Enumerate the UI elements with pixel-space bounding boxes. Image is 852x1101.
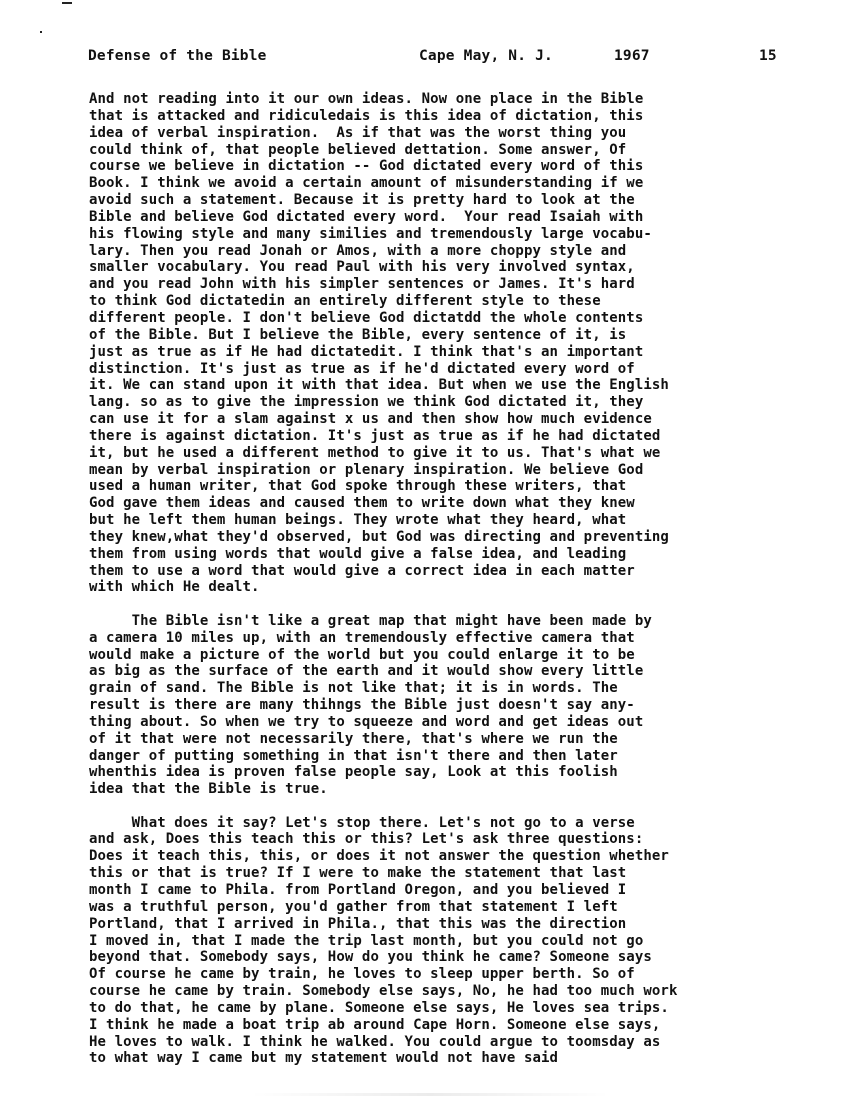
text-line: this or that is true? If I were to make the statement that last — [89, 865, 627, 882]
text-line: to do that, he came by plane. Someone else says, He loves sea trips. — [89, 999, 669, 1016]
text-line: to think God dictatedin an entirely different style to these — [89, 293, 601, 310]
text-line: but he left them human beings. They wrote what they heard, what — [89, 512, 627, 529]
text-line: his flowing style and many similies and tremendously large vocabu- — [89, 225, 652, 242]
text-line: lary. Then you read Jonah or Amos, with a more choppy style and — [89, 242, 627, 259]
text-line: of the Bible. But I believe the Bible, every sentence of it, is — [89, 326, 627, 343]
text-line: And not reading into it our own ideas. Now one place in the Bible — [89, 91, 644, 107]
text-line: Book. I think we avoid a certain amount of misunderstanding if we — [89, 175, 644, 192]
text-line: Does it teach this, this, or does it not answer the question whether — [89, 848, 669, 865]
text-line: them from using words that would give a false idea, and leading — [89, 545, 627, 562]
body-text — [89, 91, 809, 1067]
text-line: there is against dictation. It's just as true as if he had dictated — [89, 427, 661, 444]
text-line: He loves to walk. I think he walked. You could argue to toomsday as — [89, 1033, 661, 1050]
header-place: Cape May, N. J. — [419, 48, 553, 64]
text-line: grain of sand. The Bible is not like that; it is in words. The — [89, 680, 618, 697]
header-title: Defense of the Bible — [88, 48, 267, 64]
text-line: smaller vocabulary. You read Paul with his very involved syntax, — [89, 259, 635, 276]
text-line: and ask, Does this teach this or this? Let's ask three questions: — [89, 831, 644, 848]
text-line: course we believe in dictation -- God dictated every word of this — [89, 158, 644, 175]
text-line: to what way I came but my statement would not have said — [89, 1050, 559, 1067]
scan-speck — [40, 31, 42, 33]
text-line: would make a picture of the world but you could enlarge it to be — [89, 646, 635, 663]
text-line: was a truthful person, you'd gather from that statement I left — [89, 898, 618, 915]
text-line: thing about. So when we try to squeeze and word and get ideas out — [89, 713, 644, 730]
text-line: Bible and believe God dictated every word. Your read Isaiah with — [89, 208, 644, 225]
text-line: can use it for a slam against x us and then show how much evidence — [89, 411, 652, 428]
text-line: danger of putting something in that isn't there and then later — [89, 747, 618, 764]
paragraph-gap — [89, 798, 809, 815]
text-line: idea that the Bible is true. — [89, 781, 328, 798]
paragraph-gap — [89, 596, 809, 613]
header-year: 1967 — [614, 48, 650, 64]
text-line: idea of verbal inspiration. As if that was the worst thing you — [89, 124, 627, 141]
text-line: distinction. It's just as true as if he'd dictated every word of — [89, 360, 635, 377]
text-line: course he came by train. Somebody else says, No, he had too much work — [89, 983, 678, 1000]
text-line: they knew,what they'd observed, but God was directing and preventing — [89, 528, 669, 545]
text-line: whenthis idea is proven false people say, Look at this foolish — [89, 764, 618, 781]
text-line: I moved in, that I made the trip last month, but you could not go — [89, 932, 644, 949]
text-line: different people. I don't believe God dictatdd the whole contents — [89, 309, 644, 326]
text-line: a camera 10 miles up, with an tremendously effective camera that — [89, 629, 635, 646]
text-line: it, but he used a different method to give it to us. That's what we — [89, 444, 661, 461]
text-line: Of course he came by train, he loves to sleep upper berth. So of — [89, 966, 635, 983]
scan-edge-shadow — [250, 1093, 610, 1096]
paragraph — [89, 815, 809, 1068]
text-line: I think he made a boat trip ab around Cape Horn. Someone else says, — [89, 1016, 661, 1033]
text-line: with which He dealt. — [89, 579, 260, 596]
text-line: mean by verbal inspiration or plenary inspiration. We believe God — [89, 461, 644, 478]
text-line: beyond that. Somebody says, How do you think he came? Someone says — [89, 949, 652, 966]
text-line: as big as the surface of the earth and it would show every little — [89, 663, 644, 680]
text-line: of it that were not necessarily there, that's where we run the — [89, 730, 618, 747]
text-line: that is attacked and ridiculedais is this idea of dictation, this — [89, 107, 644, 124]
text-line: result is there are many thihngs the Bible just doesn't say any- — [89, 697, 635, 714]
text-line: them to use a word that would give a correct idea in each matter — [89, 562, 635, 579]
text-line: could think of, that people believed dettation. Some answer, Of — [89, 141, 627, 158]
text-line: month I came to Phila. from Portland Oregon, and you believed I — [89, 881, 627, 898]
text-line: used a human writer, that God spoke through these writers, that — [89, 478, 627, 495]
text-line: lang. so as to give the impression we think God dictated it, they — [89, 394, 644, 411]
text-line: Portland, that I arrived in Phila., that this was the direction — [89, 915, 627, 932]
paragraph — [89, 613, 809, 798]
text-line: avoid such a statement. Because it is pretty hard to look at the — [89, 192, 635, 209]
text-line: God gave them ideas and caused them to write down what they knew — [89, 495, 635, 512]
text-line: and you read John with his simpler sentences or James. It's hard — [89, 276, 635, 293]
text-line: it. We can stand upon it with that idea. But when we use the English — [89, 377, 669, 394]
page-number: 15 — [759, 48, 777, 64]
text-line: What does it say? Let's stop there. Let's not go to a verse — [89, 814, 635, 831]
scan-speck — [62, 2, 72, 4]
text-line: just as true as if He had dictatedit. I think that's an important — [89, 343, 644, 360]
page-header — [88, 48, 788, 68]
paragraph — [89, 91, 809, 596]
text-line: The Bible isn't like a great map that might have been made by — [89, 612, 652, 629]
